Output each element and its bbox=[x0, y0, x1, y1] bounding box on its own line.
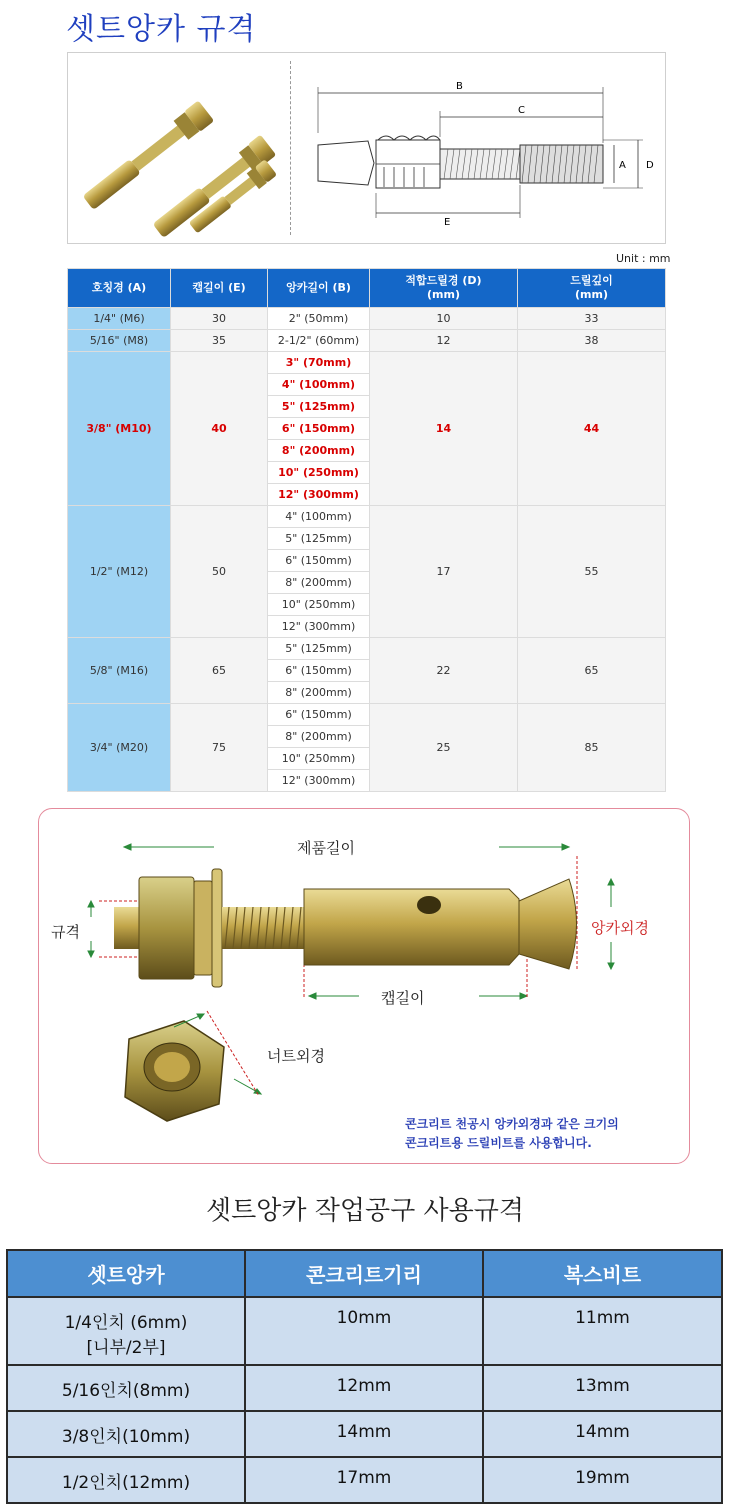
tools-box-bit-cell: 19mm bbox=[483, 1457, 722, 1503]
anchor-length-cell: 8" (200mm) bbox=[268, 440, 370, 462]
anchor-photo-illustration bbox=[39, 809, 689, 1163]
cap-length-cell: 35 bbox=[171, 330, 268, 352]
size-cell: 1/2" (M12) bbox=[68, 506, 171, 638]
drill-depth-cell: 44 bbox=[518, 352, 666, 506]
drill-note-line-2: 콘크리트용 드릴비트를 사용합니다. bbox=[405, 1136, 592, 1150]
tools-header-anchor: 셋트앙카 bbox=[7, 1250, 245, 1297]
anchor-length-cell: 12" (300mm) bbox=[268, 616, 370, 638]
header-cap-length: 캡길이 (E) bbox=[171, 269, 268, 308]
tools-anchor-size: 1/4인치 (6mm) bbox=[64, 1313, 188, 1333]
tools-anchor-size-cell bbox=[7, 1411, 245, 1457]
cap-length-cell: 30 bbox=[171, 308, 268, 330]
unit-label: Unit : mm bbox=[616, 252, 671, 265]
spec-label: 규격 bbox=[51, 923, 80, 941]
tools-drill-cell: 14mm bbox=[245, 1411, 483, 1457]
drill-note-line-1: 콘크리트 천공시 앙카외경과 같은 크기의 bbox=[405, 1117, 619, 1131]
size-cell: 3/4" (M20) bbox=[68, 704, 171, 792]
tools-box-bit-cell: 14mm bbox=[483, 1411, 722, 1457]
anchor-length-cell: 6" (150mm) bbox=[268, 660, 370, 682]
anchor-spec-table bbox=[67, 268, 666, 792]
anchor-length-cell: 10" (250mm) bbox=[268, 748, 370, 770]
tools-anchor-size-cell bbox=[7, 1365, 245, 1411]
tools-anchor-size: 3/8인치(10mm) bbox=[61, 1427, 191, 1447]
tools-row bbox=[7, 1457, 722, 1503]
anchor-length-cell: 2-1/2" (60mm) bbox=[268, 330, 370, 352]
anchor-bolt-photo bbox=[68, 53, 290, 243]
anchor-length-cell: 6" (150mm) bbox=[268, 704, 370, 726]
drill-depth-cell: 33 bbox=[518, 308, 666, 330]
spec-row bbox=[68, 704, 666, 726]
size-cell: 5/16" (M8) bbox=[68, 330, 171, 352]
drill-diameter-cell: 25 bbox=[370, 704, 518, 792]
anchor-length-cell: 3" (70mm) bbox=[268, 352, 370, 374]
tools-header-box-bit: 복스비트 bbox=[483, 1250, 722, 1297]
size-cell: 3/8" (M10) bbox=[68, 352, 171, 506]
drill-diameter-cell: 14 bbox=[370, 352, 518, 506]
cap-length-label: 캡길이 bbox=[381, 989, 425, 1007]
anchor-length-cell: 10" (250mm) bbox=[268, 594, 370, 616]
tools-row bbox=[7, 1365, 722, 1411]
drill-depth-cell: 38 bbox=[518, 330, 666, 352]
tools-header-concrete-drill: 콘크리트기리 bbox=[245, 1250, 483, 1297]
tools-table-body bbox=[7, 1297, 722, 1503]
dim-label-e: E bbox=[444, 217, 451, 228]
tools-row bbox=[7, 1411, 722, 1457]
anchor-length-cell: 5" (125mm) bbox=[268, 396, 370, 418]
page-title: 셋트앙카 규격 bbox=[66, 12, 257, 47]
anchor-outer-label: 앙카외경 bbox=[591, 919, 649, 937]
tools-drill-cell: 10mm bbox=[245, 1297, 483, 1365]
anchor-length-cell: 6" (150mm) bbox=[268, 550, 370, 572]
product-length-label: 제품길이 bbox=[297, 839, 355, 857]
drill-diameter-cell: 17 bbox=[370, 506, 518, 638]
tools-drill-cell: 17mm bbox=[245, 1457, 483, 1503]
cap-length-cell: 40 bbox=[171, 352, 268, 506]
header-anchor-length: 앙카길이 (B) bbox=[268, 269, 370, 308]
anchor-length-cell: 5" (125mm) bbox=[268, 528, 370, 550]
spec-table-body bbox=[68, 308, 666, 792]
tools-anchor-size-cell bbox=[7, 1297, 245, 1365]
spec-row bbox=[68, 506, 666, 528]
cap-length-cell: 50 bbox=[171, 506, 268, 638]
spec-row bbox=[68, 308, 666, 330]
anchor-length-cell: 2" (50mm) bbox=[268, 308, 370, 330]
drill-depth-cell: 55 bbox=[518, 506, 666, 638]
drill-diameter-cell: 22 bbox=[370, 638, 518, 704]
anchor-length-cell: 6" (150mm) bbox=[268, 418, 370, 440]
tools-title: 셋트앙카 작업공구 사용규격 bbox=[206, 1196, 524, 1226]
anchor-dimension-drawing bbox=[298, 53, 658, 243]
header-drill-diameter: 적합드릴경 (D) (mm) bbox=[370, 269, 518, 308]
drill-depth-cell: 65 bbox=[518, 638, 666, 704]
figure-divider bbox=[290, 61, 291, 235]
drill-diameter-cell: 12 bbox=[370, 330, 518, 352]
anchor-length-cell: 10" (250mm) bbox=[268, 462, 370, 484]
cap-length-cell: 65 bbox=[171, 638, 268, 704]
tools-spec-table bbox=[6, 1249, 723, 1504]
tools-row bbox=[7, 1297, 722, 1365]
dim-label-c: C bbox=[518, 105, 525, 116]
anchor-length-cell: 8" (200mm) bbox=[268, 572, 370, 594]
spec-row bbox=[68, 638, 666, 660]
tools-anchor-size-note: [니부/2부] bbox=[86, 1338, 166, 1358]
anchor-length-cell: 4" (100mm) bbox=[268, 374, 370, 396]
anchor-length-cell: 4" (100mm) bbox=[268, 506, 370, 528]
header-drill-depth: 드릴깊이 (mm) bbox=[518, 269, 666, 308]
size-cell: 5/8" (M16) bbox=[68, 638, 171, 704]
tools-drill-cell: 12mm bbox=[245, 1365, 483, 1411]
drill-diameter-cell: 10 bbox=[370, 308, 518, 330]
tools-anchor-size-cell bbox=[7, 1457, 245, 1503]
dim-label-d: D bbox=[646, 160, 654, 171]
anchor-photo-panel bbox=[38, 808, 690, 1164]
tools-box-bit-cell: 11mm bbox=[483, 1297, 722, 1365]
header-size: 호칭경 (A) bbox=[68, 269, 171, 308]
anchor-length-cell: 12" (300mm) bbox=[268, 770, 370, 792]
anchor-length-cell: 8" (200mm) bbox=[268, 726, 370, 748]
nut-outer-label: 너트외경 bbox=[267, 1047, 325, 1065]
size-cell: 1/4" (M6) bbox=[68, 308, 171, 330]
anchor-length-cell: 5" (125mm) bbox=[268, 638, 370, 660]
dim-label-b: B bbox=[456, 81, 463, 92]
drill-note bbox=[405, 1115, 619, 1153]
tools-box-bit-cell: 13mm bbox=[483, 1365, 722, 1411]
tools-anchor-size: 1/2인치(12mm) bbox=[61, 1473, 191, 1493]
anchor-length-cell: 8" (200mm) bbox=[268, 682, 370, 704]
drill-depth-cell: 85 bbox=[518, 704, 666, 792]
anchor-figure-panel bbox=[67, 52, 666, 244]
spec-row bbox=[68, 330, 666, 352]
spec-row bbox=[68, 352, 666, 374]
cap-length-cell: 75 bbox=[171, 704, 268, 792]
dim-label-a: A bbox=[619, 160, 626, 171]
anchor-length-cell: 12" (300mm) bbox=[268, 484, 370, 506]
tools-anchor-size: 5/16인치(8mm) bbox=[61, 1381, 191, 1401]
